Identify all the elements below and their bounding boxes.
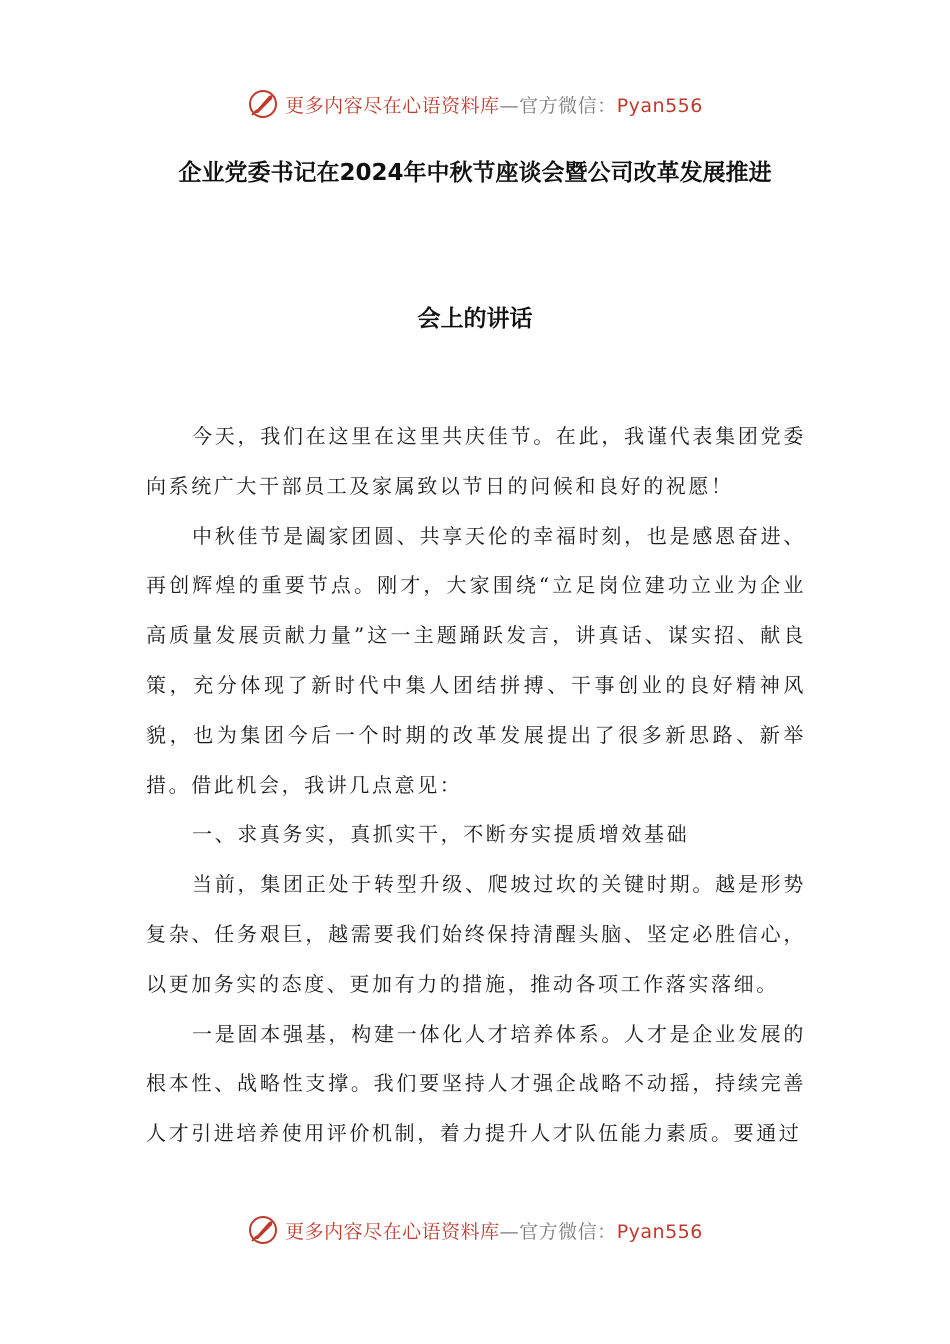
watermark-separator: — [499,94,520,117]
paragraph-1: 今天，我们在这里在这里共庆佳节。在此，我谨代表集团党委向系统广大干部员工及家属致以节日的问候和良好的祝愿！ [146,424,806,498]
watermark-banner-bottom [0,1212,950,1248]
quill-logo-icon [247,88,279,120]
watermark-banner-top [0,86,950,122]
watermark-account: Pyan556 [616,1220,703,1243]
page-title-line-2: 会上的讲话 [417,306,533,332]
watermark-official: 官方微信： [519,1220,617,1243]
paragraph-2: 中秋佳节是阖家团圆、共享天伦的幸福时刻，也是感恩奋进、再创辉煌的重要节点。刚才，大家围绕“立足岗位建功立业为企业高质量发展贡献力量”这一主题踊跃发言，讲真话、谋实招、献良策，充分体现了新时代中集人团结拼搏、干事创业的良好精神风貌，也为集团今后一个时期的改革发展提出了很多新思路、新举措。借此机会，我讲几点意见： [146,523,806,797]
paragraph-3: 当前，集团正处于转型升级、爬坡过坎的关键时期。越是形势复杂、任务艰巨，越需要我们始终保持清醒头脑、坚定必胜信心，以更加务实的态度、更加有力的措施，推动各项工作落实落细。 [146,872,806,996]
quill-logo-icon [247,1214,279,1246]
watermark-separator: — [499,1220,520,1243]
watermark-text: 更多内容尽在心语资料库 [285,1220,500,1243]
watermark-text: 更多内容尽在心语资料库 [285,94,500,117]
section-heading-1: 一、求真务实，真抓实干，不断夯实提质增效基础 [192,822,690,847]
page-title-line-1: 企业党委书记在2024年中秋节座谈会暨公司改革发展推进 [178,160,772,186]
watermark-account: Pyan556 [616,94,703,117]
speech-body [146,412,806,1159]
watermark-official: 官方微信： [519,94,617,117]
paragraph-4: 一是固本强基，构建一体化人才培养体系。人才是企业发展的根本性、战略性支撑。我们要坚持人才强企战略不动摇，持续完善人才引进培养使用评价机制，着力提升人才队伍能力素质。要通过 [146,1021,806,1146]
